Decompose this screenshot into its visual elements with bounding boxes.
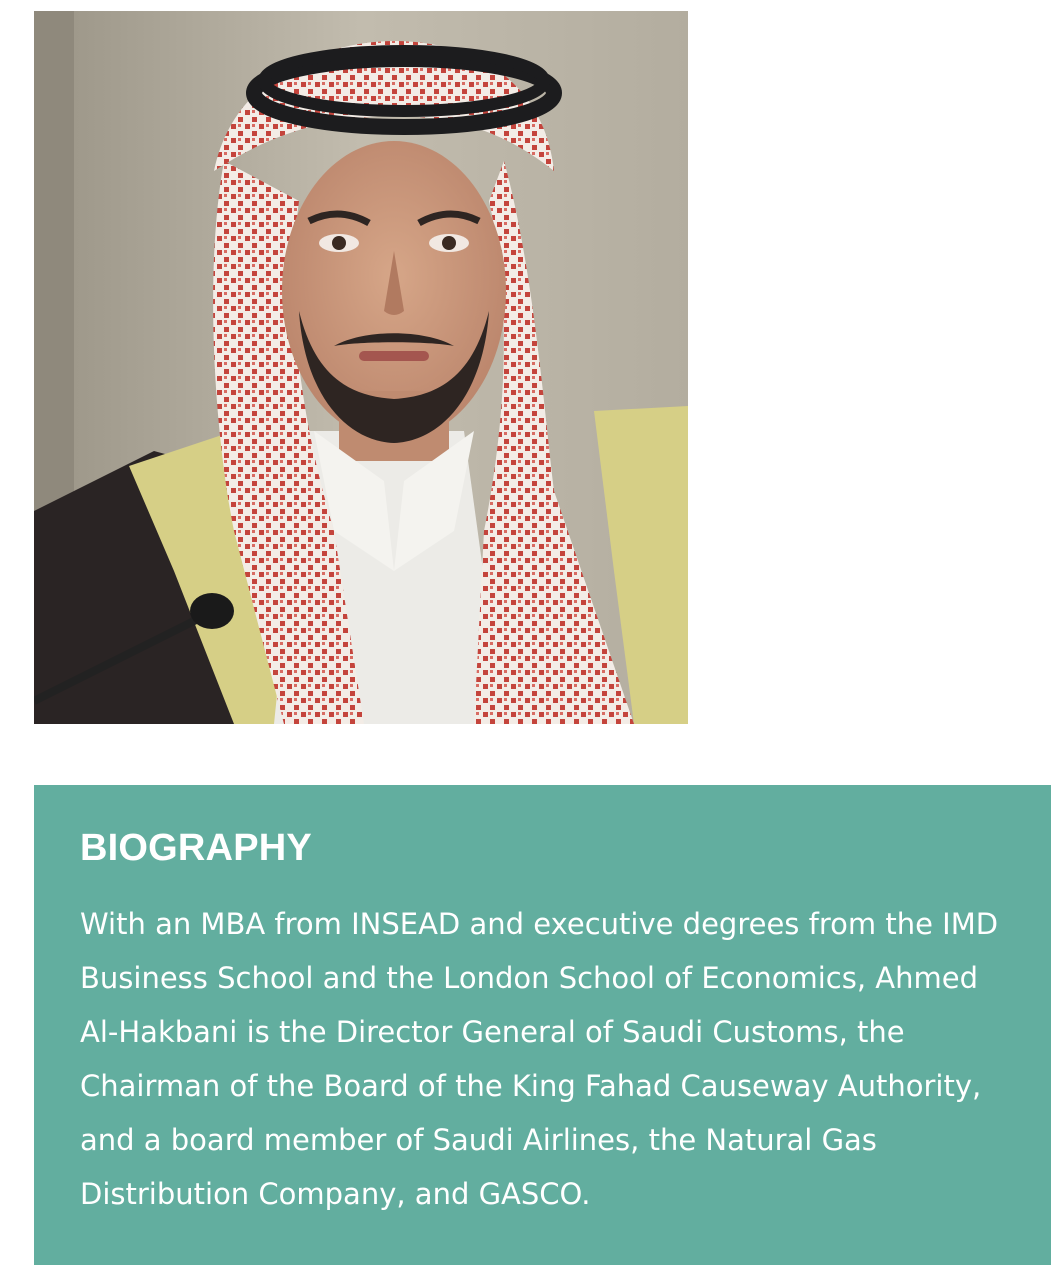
portrait-photo: [34, 11, 688, 724]
biography-text: With an MBA from INSEAD and executive degrees from the IMD Business School and the London School of Economics, Ahmed Al-Hakbani is the Director General of Saudi Customs, the Chairman of the Board of the King Fahad Causeway Authority, and a board member of Saudi Airlines, the Natural Gas Distribution Company, and GASCO.: [80, 907, 999, 1211]
biography-heading: BIOGRAPHY: [80, 827, 312, 869]
biography-panel: [34, 785, 1051, 1265]
person-portrait-icon: [34, 11, 688, 724]
